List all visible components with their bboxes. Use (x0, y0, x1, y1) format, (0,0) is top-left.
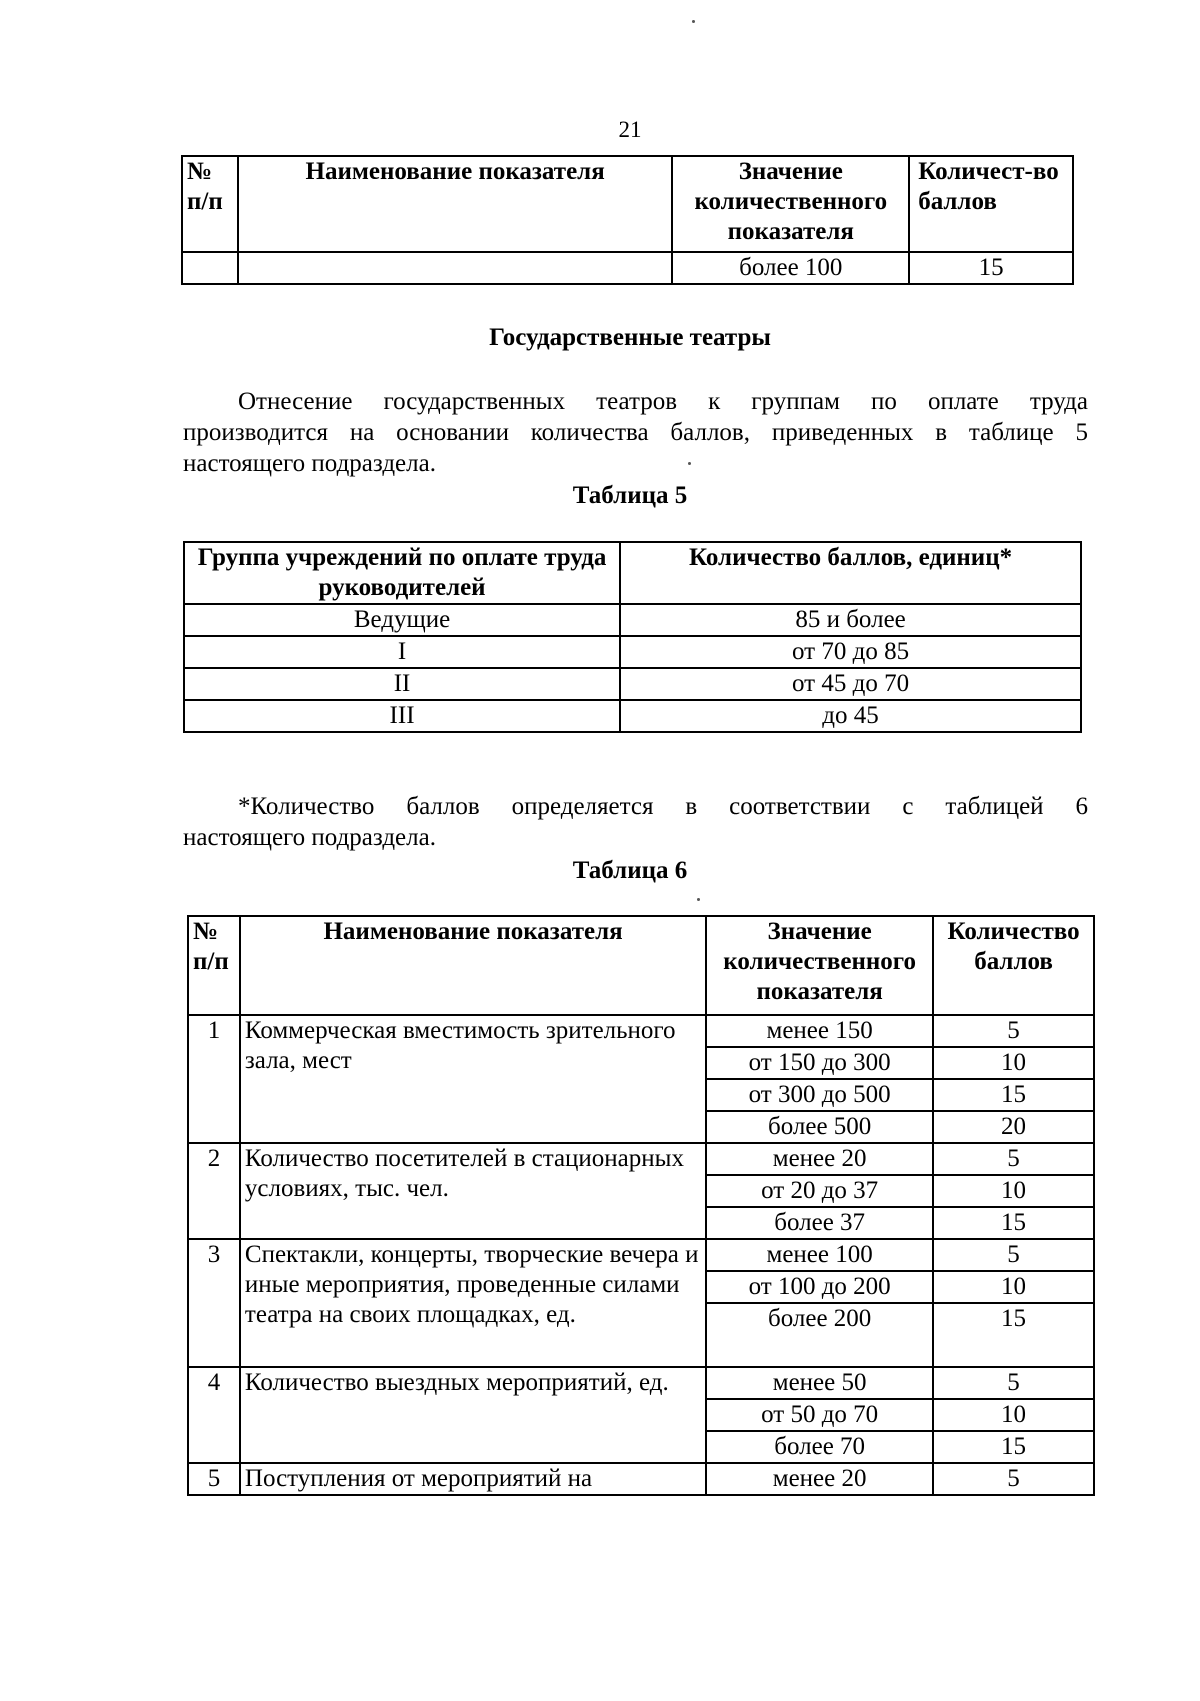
header-cell: Группа учреждений по оплате труда руководителей (184, 542, 620, 604)
indicator-value: более 37 (706, 1207, 933, 1239)
indicator-name: Количество выездных мероприятий, ед. (240, 1367, 706, 1463)
scan-speck (692, 20, 695, 23)
table-row (184, 700, 1081, 732)
intro-paragraph (183, 386, 1088, 479)
indicator-points: 10 (933, 1047, 1094, 1079)
indicator-value: от 150 до 300 (706, 1047, 933, 1079)
header-cell: Количест-во баллов (909, 156, 1073, 252)
table-row (184, 604, 1081, 636)
table-cell: Ведущие (184, 604, 620, 636)
table-row (184, 668, 1081, 700)
header-cell: Наименование показателя (238, 156, 673, 252)
indicator-points: 15 (933, 1431, 1094, 1463)
indicator-value: более 200 (706, 1303, 933, 1367)
table-cell: II (184, 668, 620, 700)
footnote-paragraph (183, 791, 1088, 853)
scan-speck (697, 898, 700, 901)
table-row (188, 1015, 1094, 1047)
table-5 (183, 541, 1082, 733)
table-row (184, 636, 1081, 668)
indicator-points: 20 (933, 1111, 1094, 1143)
table-cell (238, 252, 673, 284)
indicator-points: 5 (933, 1367, 1094, 1399)
paragraph-line: *Количество баллов определяется в соответствии с таблицей 6 (238, 793, 1088, 820)
header-cell: Количество баллов, единиц* (620, 542, 1081, 604)
indicator-name: Количество посетителей в стационарных условиях, тыс. чел. (240, 1143, 706, 1239)
paragraph-text: настоящего подраздела. (183, 824, 436, 851)
table-cell: III (184, 700, 620, 732)
table-cell: от 70 до 85 (620, 636, 1081, 668)
table-row (188, 1463, 1094, 1495)
header-cell: Значение количественного показателя (706, 916, 933, 1015)
row-number: 1 (188, 1015, 240, 1143)
table-cell: I (184, 636, 620, 668)
section-title: Государственные театры (489, 324, 771, 351)
indicator-points: 5 (933, 1015, 1094, 1047)
indicator-points: 5 (933, 1143, 1094, 1175)
row-number: 5 (188, 1463, 240, 1495)
indicator-value: более 70 (706, 1431, 933, 1463)
indicator-points: 5 (933, 1463, 1094, 1495)
indicator-value: от 300 до 500 (706, 1079, 933, 1111)
indicator-value: от 20 до 37 (706, 1175, 933, 1207)
header-cell: Значение количественного показателя (672, 156, 909, 252)
table-row (188, 1239, 1094, 1271)
indicator-points: 10 (933, 1399, 1094, 1431)
indicator-points: 10 (933, 1175, 1094, 1207)
indicator-value: от 50 до 70 (706, 1399, 933, 1431)
header-cell: № п/п (188, 916, 240, 1015)
table-cell: 15 (909, 252, 1073, 284)
indicator-points: 15 (933, 1207, 1094, 1239)
indicator-name: Поступления от мероприятий на (240, 1463, 706, 1495)
indicator-points: 10 (933, 1271, 1094, 1303)
indicator-name: Коммерческая вместимость зрительного зала, мест (240, 1015, 706, 1143)
table-header-row (188, 916, 1094, 1015)
indicator-name: Спектакли, концерты, творческие вечера и иные мероприятия, проведенные силами театра на своих площадках, ед. (240, 1239, 706, 1367)
paragraph-text: производится на основании количества баллов, приведенных в таблице 5 настоящего подраздела. (183, 419, 1088, 477)
indicator-value: менее 20 (706, 1143, 933, 1175)
indicator-points: 15 (933, 1303, 1094, 1367)
table-cell (182, 252, 238, 284)
table-row (182, 252, 1073, 284)
table6-caption: Таблица 6 (572, 857, 688, 884)
table-header-row (184, 542, 1081, 604)
indicator-value: от 100 до 200 (706, 1271, 933, 1303)
table-header-row (182, 156, 1073, 252)
table-6 (187, 915, 1095, 1496)
table-cell: от 45 до 70 (620, 668, 1081, 700)
indicator-points: 5 (933, 1239, 1094, 1271)
paragraph-line: Отнесение государственных театров к группам по оплате труда (238, 388, 1088, 415)
table5-caption: Таблица 5 (572, 482, 688, 509)
row-number: 3 (188, 1239, 240, 1367)
indicator-points: 15 (933, 1079, 1094, 1111)
indicator-value: менее 150 (706, 1015, 933, 1047)
row-number: 2 (188, 1143, 240, 1239)
table-row (188, 1367, 1094, 1399)
header-cell: Количество баллов (933, 916, 1094, 1015)
header-cell: Наименование показателя (240, 916, 706, 1015)
indicator-value: более 500 (706, 1111, 933, 1143)
table-cell: до 45 (620, 700, 1081, 732)
table-cell: более 100 (672, 252, 909, 284)
indicator-value: менее 100 (706, 1239, 933, 1271)
continued-table (181, 155, 1074, 285)
row-number: 4 (188, 1367, 240, 1463)
table-row (188, 1143, 1094, 1175)
indicator-value: менее 20 (706, 1463, 933, 1495)
indicator-value: менее 50 (706, 1367, 933, 1399)
table-cell: 85 и более (620, 604, 1081, 636)
page-number: 21 (618, 117, 642, 142)
header-cell: № п/п (182, 156, 238, 252)
